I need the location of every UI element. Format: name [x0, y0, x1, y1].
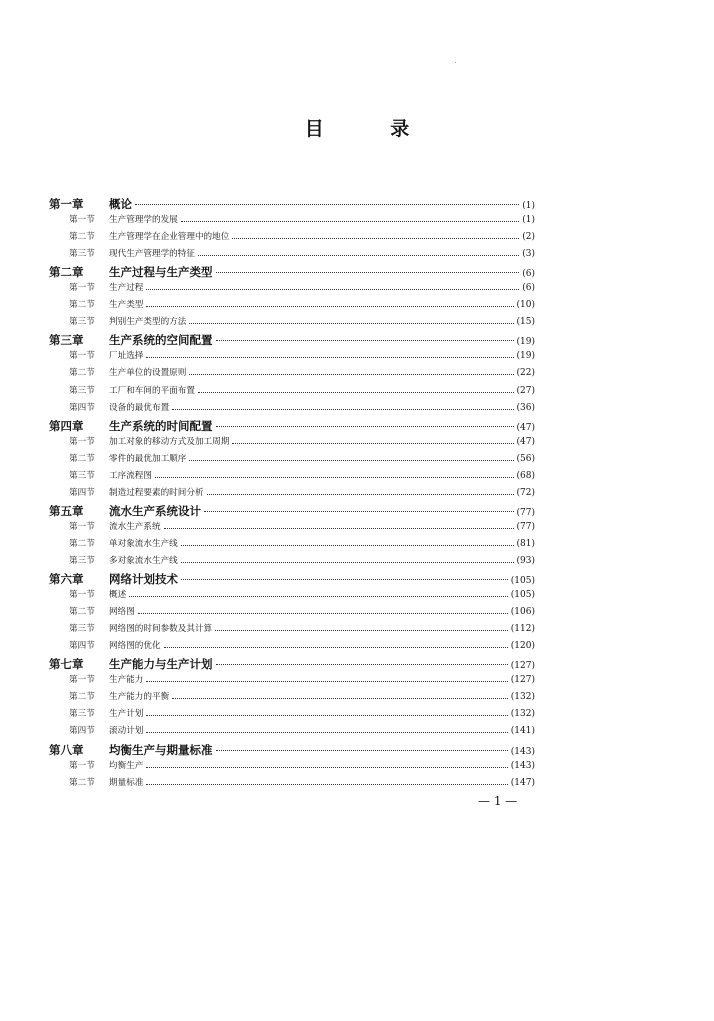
toc-section-row[interactable]	[49, 281, 535, 298]
dot-leader	[216, 426, 514, 427]
toc-entry-title: 生产能力	[109, 675, 144, 686]
toc-entry-page: (132)	[510, 709, 535, 720]
toc-entry-page: (120)	[510, 641, 535, 652]
dot-leader	[129, 596, 508, 597]
toc-section-row[interactable]	[49, 759, 535, 776]
toc-entry-number: 第一章	[49, 197, 84, 211]
toc-entry-title: 生产计划	[109, 709, 144, 720]
toc-section-row[interactable]	[49, 384, 535, 401]
toc-entry-page: (22)	[516, 368, 535, 379]
dot-leader	[181, 579, 508, 580]
toc-entry-number: 第一节	[69, 283, 95, 294]
toc-entry-number: 第二节	[69, 607, 95, 618]
toc-entry-title: 判别生产类型的方法	[109, 317, 187, 328]
toc-section-row[interactable]	[49, 639, 535, 656]
toc-entry-number: 第二节	[69, 777, 95, 788]
toc-section-row[interactable]	[49, 537, 535, 554]
toc-section-row[interactable]	[49, 452, 535, 469]
dot-leader	[215, 630, 508, 631]
toc-entry-page: (19)	[516, 337, 535, 348]
toc-entry-title: 单对象流水生产线	[109, 538, 178, 549]
toc-entry-page: (81)	[516, 538, 535, 549]
toc-entry-title: 多对象流水生产线	[109, 555, 178, 566]
toc-entry-page: (105)	[510, 576, 535, 587]
toc-entry-page: (6)	[522, 283, 535, 294]
toc-section-row[interactable]	[49, 605, 535, 622]
toc-entry-title: 期量标准	[109, 777, 144, 788]
page-title: 目 录	[304, 118, 440, 140]
toc-entry-number: 第一节	[69, 590, 95, 601]
toc-entry-page: (10)	[516, 300, 535, 311]
page-number-footer: — 1 —	[478, 794, 518, 808]
toc-section-row[interactable]	[49, 690, 535, 707]
toc-entry-page: (132)	[510, 692, 535, 703]
toc-entry-page: (56)	[516, 453, 535, 464]
dot-leader	[198, 392, 514, 393]
dot-leader	[181, 545, 514, 546]
toc-entry-number: 第三节	[69, 624, 95, 635]
toc-section-row[interactable]	[49, 622, 535, 639]
toc-entry-number: 第三节	[69, 709, 95, 720]
toc-entry-page: (72)	[516, 487, 535, 498]
toc-entry-number: 第二节	[69, 538, 95, 549]
dot-leader	[189, 460, 513, 461]
toc-entry-title: 网络计划技术	[109, 572, 178, 587]
toc-section-row[interactable]	[49, 486, 535, 503]
toc-entry-number: 第三节	[69, 385, 95, 396]
toc-entry-page: (19)	[516, 351, 535, 362]
toc-entry-title: 概述	[109, 590, 127, 601]
toc-entry-title: 工厂和车间的平面布置	[109, 385, 195, 396]
toc-entry-title: 均衡生产	[109, 760, 144, 771]
toc-entry-number: 第二节	[69, 453, 95, 464]
toc-entry-number: 第一节	[69, 215, 95, 226]
toc-entry-number: 第一节	[69, 675, 95, 686]
toc-section-row[interactable]	[49, 724, 535, 741]
toc-entry-number: 第一节	[69, 521, 95, 532]
dot-leader	[216, 664, 508, 665]
toc-entry-title: 厂址选择	[109, 351, 144, 362]
toc-entry-page: (112)	[510, 624, 535, 635]
dot-leader	[146, 767, 507, 768]
toc-entry-title: 生产过程	[109, 283, 144, 294]
toc-entry-number: 第八章	[49, 742, 84, 757]
toc-entry-title: 工序流程图	[109, 470, 152, 481]
dot-leader	[207, 494, 514, 495]
table-of-contents	[49, 196, 535, 793]
toc-entry-page: (27)	[516, 385, 535, 396]
toc-entry-title: 生产能力与生产计划	[109, 657, 213, 672]
toc-entry-title: 制造过程要素的时间分析	[109, 487, 204, 498]
toc-entry-number: 第二章	[49, 265, 84, 280]
toc-entry-page: (68)	[516, 470, 535, 481]
toc-section-row[interactable]	[49, 349, 535, 366]
toc-entry-number: 第四节	[69, 641, 95, 652]
toc-entry-title: 设备的最优布置	[109, 402, 170, 413]
dot-leader	[172, 698, 508, 699]
toc-entry-title: 生产过程与生产类型	[109, 265, 213, 280]
toc-entry-page: (47)	[516, 422, 535, 433]
toc-entry-page: (141)	[510, 726, 535, 737]
dot-leader	[138, 613, 508, 614]
toc-section-row[interactable]	[49, 520, 535, 537]
toc-entry-title: 生产管理学的发展	[109, 215, 178, 226]
dot-leader	[155, 477, 514, 478]
dot-leader	[198, 255, 519, 256]
dot-leader	[189, 374, 513, 375]
toc-entry-number: 第四节	[69, 402, 95, 413]
dot-leader	[146, 715, 507, 716]
toc-entry-page: (3)	[522, 249, 535, 260]
toc-entry-title: 均衡生产与期量标准	[109, 742, 213, 757]
toc-section-row[interactable]	[49, 673, 535, 690]
toc-chapter-row[interactable]	[49, 264, 535, 281]
dot-leader	[135, 204, 519, 205]
toc-entry-number: 第六章	[49, 572, 84, 587]
toc-entry-number: 第二节	[69, 368, 95, 379]
toc-entry-page: (143)	[510, 760, 535, 771]
toc-entry-number: 第五章	[49, 503, 84, 518]
toc-entry-number: 第三节	[69, 249, 95, 260]
toc-entry-title: 网络图	[109, 607, 135, 618]
toc-section-row[interactable]	[49, 435, 535, 452]
toc-section-row[interactable]	[49, 366, 535, 383]
dot-leader	[146, 784, 507, 785]
toc-entry-number: 第三节	[69, 555, 95, 566]
toc-section-row[interactable]	[49, 298, 535, 315]
toc-chapter-row[interactable]	[49, 196, 535, 213]
toc-entry-title: 生产系统的时间配置	[109, 418, 213, 433]
toc-entry-number: 第一节	[69, 436, 95, 447]
toc-entry-number: 第三节	[69, 470, 95, 481]
toc-section-row[interactable]	[49, 401, 535, 418]
toc-entry-number: 第二节	[69, 300, 95, 311]
toc-section-row[interactable]	[49, 230, 535, 247]
dot-leader	[146, 357, 513, 358]
toc-entry-number: 第一节	[69, 760, 95, 771]
dot-leader	[189, 323, 513, 324]
toc-entry-number: 第三章	[49, 333, 84, 348]
toc-chapter-row[interactable]	[49, 418, 535, 435]
toc-entry-title: 概论	[109, 197, 132, 211]
toc-entry-number: 第一节	[69, 351, 95, 362]
toc-section-row[interactable]	[49, 554, 535, 571]
dot-leader	[146, 306, 513, 307]
dot-leader	[164, 528, 514, 529]
toc-section-row[interactable]	[49, 776, 535, 793]
dot-leader	[172, 409, 513, 410]
toc-section-row[interactable]	[49, 707, 535, 724]
toc-entry-number: 第四章	[49, 418, 84, 433]
toc-entry-page: (106)	[510, 607, 535, 618]
dot-leader	[232, 443, 513, 444]
toc-chapter-row[interactable]	[49, 742, 535, 759]
toc-entry-title: 零件的最优加工顺序	[109, 453, 187, 464]
toc-entry-page: (127)	[510, 661, 535, 672]
toc-entry-title: 网络图的优化	[109, 641, 161, 652]
toc-entry-title: 加工对象的移动方式及加工周期	[109, 436, 230, 447]
toc-entry-page: (127)	[510, 675, 535, 686]
dot-leader	[181, 562, 514, 563]
dot-leader	[216, 272, 520, 273]
dot-leader	[216, 750, 508, 751]
toc-entry-page: (15)	[516, 317, 535, 328]
dot-leader	[216, 340, 514, 341]
toc-section-row[interactable]	[49, 213, 535, 230]
toc-chapter-row[interactable]	[49, 332, 535, 349]
toc-entry-title: 流水生产系统	[109, 521, 161, 532]
toc-entry-page: (77)	[516, 507, 535, 518]
toc-entry-title: 生产类型	[109, 300, 144, 311]
toc-entry-page: (1)	[522, 201, 535, 211]
toc-entry-page: (147)	[510, 777, 535, 788]
toc-entry-number: 第四节	[69, 487, 95, 498]
toc-chapter-row[interactable]	[49, 656, 535, 673]
toc-entry-number: 第二节	[69, 232, 95, 243]
toc-entry-title: 网络图的时间参数及其计算	[109, 624, 213, 635]
toc-entry-number: 第七章	[49, 657, 84, 672]
toc-entry-title: 生产管理学在企业管理中的地位	[109, 232, 230, 243]
toc-entry-number: 第四节	[69, 726, 95, 737]
toc-entry-title: 生产系统的空间配置	[109, 333, 213, 348]
dot-leader	[204, 511, 514, 512]
toc-section-row[interactable]	[49, 247, 535, 264]
toc-entry-page: (77)	[516, 521, 535, 532]
toc-entry-page: (93)	[516, 555, 535, 566]
toc-entry-number: 第三节	[69, 317, 95, 328]
scan-speck	[455, 62, 456, 63]
dot-leader	[232, 238, 519, 239]
toc-entry-title: 现代生产管理学的特征	[109, 249, 195, 260]
toc-entry-number: 第二节	[69, 692, 95, 703]
toc-entry-page: (143)	[510, 746, 535, 757]
dot-leader	[164, 647, 508, 648]
toc-section-row[interactable]	[49, 588, 535, 605]
toc-entry-title: 滚动计划	[109, 726, 144, 737]
toc-chapter-row[interactable]	[49, 503, 535, 520]
toc-entry-page: (105)	[510, 590, 535, 601]
toc-entry-page: (6)	[522, 269, 535, 280]
toc-entry-title: 生产能力的平衡	[109, 692, 170, 703]
toc-chapter-row[interactable]	[49, 571, 535, 588]
toc-entry-page: (2)	[522, 232, 535, 243]
toc-entry-title: 流水生产系统设计	[109, 503, 201, 518]
toc-entry-page: (47)	[516, 436, 535, 447]
toc-entry-page: (1)	[522, 215, 535, 226]
toc-section-row[interactable]	[49, 315, 535, 332]
toc-entry-page: (36)	[516, 402, 535, 413]
dot-leader	[146, 289, 519, 290]
dot-leader	[181, 221, 519, 222]
dot-leader	[146, 681, 507, 682]
toc-section-row[interactable]	[49, 469, 535, 486]
toc-entry-title: 生产单位的设置原则	[109, 368, 187, 379]
dot-leader	[146, 732, 507, 733]
